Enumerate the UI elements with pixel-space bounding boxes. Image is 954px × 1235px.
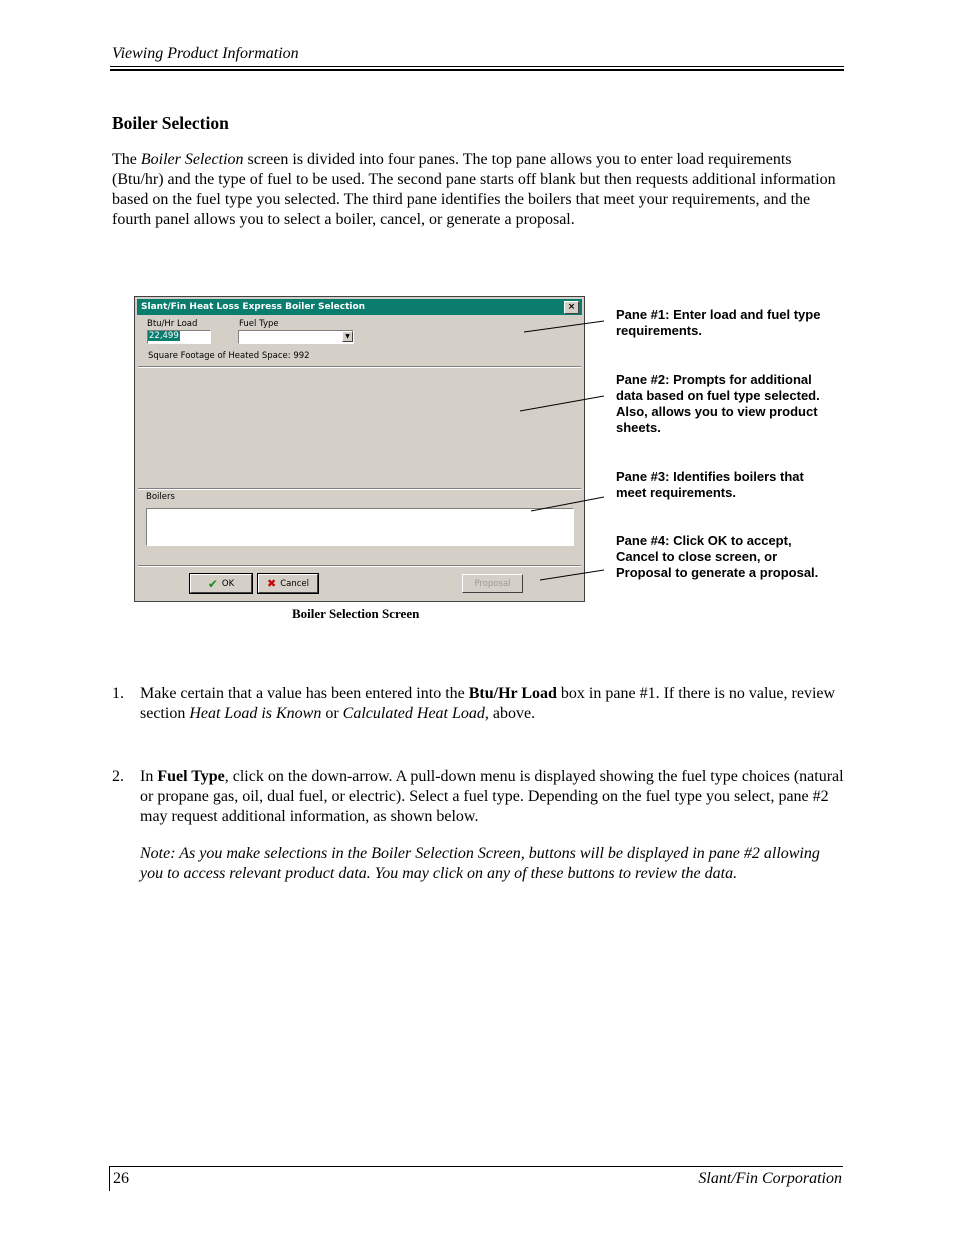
step-2-text-c: , click on the down-arrow. A pull-down menu is displayed showing the fuel type choices (natural or propane gas, oil, dual fuel, or electric). Select a fuel type. Depending on the fuel type you select, pane #2 may request additional information, as shown below.	[140, 768, 844, 825]
step-1-ref-1: Heat Load is Known	[189, 705, 322, 722]
step-1-text	[140, 684, 845, 724]
leader-line-2	[520, 396, 604, 411]
ok-button-label: OK	[221, 578, 235, 589]
step-2-number: 2.	[112, 768, 124, 785]
leader-line-3	[531, 497, 604, 511]
callout-pane-3: Pane #3: Identifies boilers that meet requirements.	[616, 469, 804, 500]
dialog-title: Slant/Fin Heat Loss Express Boiler Selection	[141, 302, 366, 312]
step-2-bold: Fuel Type	[157, 768, 225, 785]
checkmark-icon: ✔	[207, 576, 218, 591]
footer-vertical-rule	[109, 1166, 110, 1191]
leader-line-4	[540, 570, 604, 580]
chevron-down-icon[interactable]: ▼	[342, 331, 353, 342]
intro-emphasis: Boiler Selection	[140, 151, 244, 168]
step-1-text-c: box in pane #1. If there is no value, review section	[140, 685, 836, 722]
step-2-text-a: In	[140, 768, 158, 785]
step-1-ref-2: Calculated Heat Load	[342, 705, 485, 722]
figure-caption: Boiler Selection Screen	[292, 606, 420, 621]
leader-line-1	[524, 321, 604, 332]
fuel-type-label: Fuel Type	[239, 319, 279, 329]
step-1-number: 1.	[112, 685, 124, 702]
step-1-bold: Btu/Hr Load	[468, 685, 557, 702]
step-1-text-e: or	[321, 705, 343, 722]
cancel-button-label: Cancel	[280, 578, 309, 589]
callout-pane-1: Pane #1: Enter load and fuel type requirements.	[616, 307, 821, 338]
intro-text-2: screen is divided into four panes. The top pane allows you to enter load requirements (Btu/hr) and the type of fuel to be used. The second pane starts off blank but then requests additional information based on the fuel type you selected. The third pane identifies the boilers that meet your requirements, and the fourth panel allows you to select a boiler, cancel, or generate a proposal.	[112, 151, 836, 228]
note-paragraph: Note: As you make selections in the Boiler Selection Screen, buttons will be displayed in pane #2 allowing you to access relevant product data. You may click on any of these buttons to review the data.	[140, 845, 820, 882]
square-footage-text: Square Footage of Heated Space: 992	[148, 351, 310, 361]
step-1-text-a: Make certain that a value has been entered into the	[140, 685, 469, 702]
close-icon[interactable]: ×	[564, 301, 579, 314]
step-1-text-g: , above.	[484, 705, 536, 722]
footer-rule	[110, 1166, 843, 1167]
section-title: Boiler Selection	[112, 113, 229, 133]
btu-load-label: Btu/Hr Load	[147, 319, 198, 329]
x-mark-icon: ✖	[266, 577, 277, 590]
callout-pane-2: Pane #2: Prompts for additional data based on fuel type selected. Also, allows you to view product sheets.	[616, 372, 820, 435]
running-header: Viewing Product Information	[112, 45, 299, 62]
btu-load-value: 22,499	[149, 331, 179, 341]
step-2-text	[140, 767, 845, 827]
callout-pane-4: Pane #4: Click OK to accept, Cancel to close screen, or Proposal to generate a proposal.	[616, 533, 819, 580]
intro-text-1: The	[112, 151, 141, 168]
proposal-button-label: Proposal	[474, 578, 511, 589]
company-name: Slant/Fin Corporation	[698, 1170, 842, 1187]
boilers-label: Boilers	[146, 492, 175, 502]
page-number: 26	[113, 1170, 129, 1187]
